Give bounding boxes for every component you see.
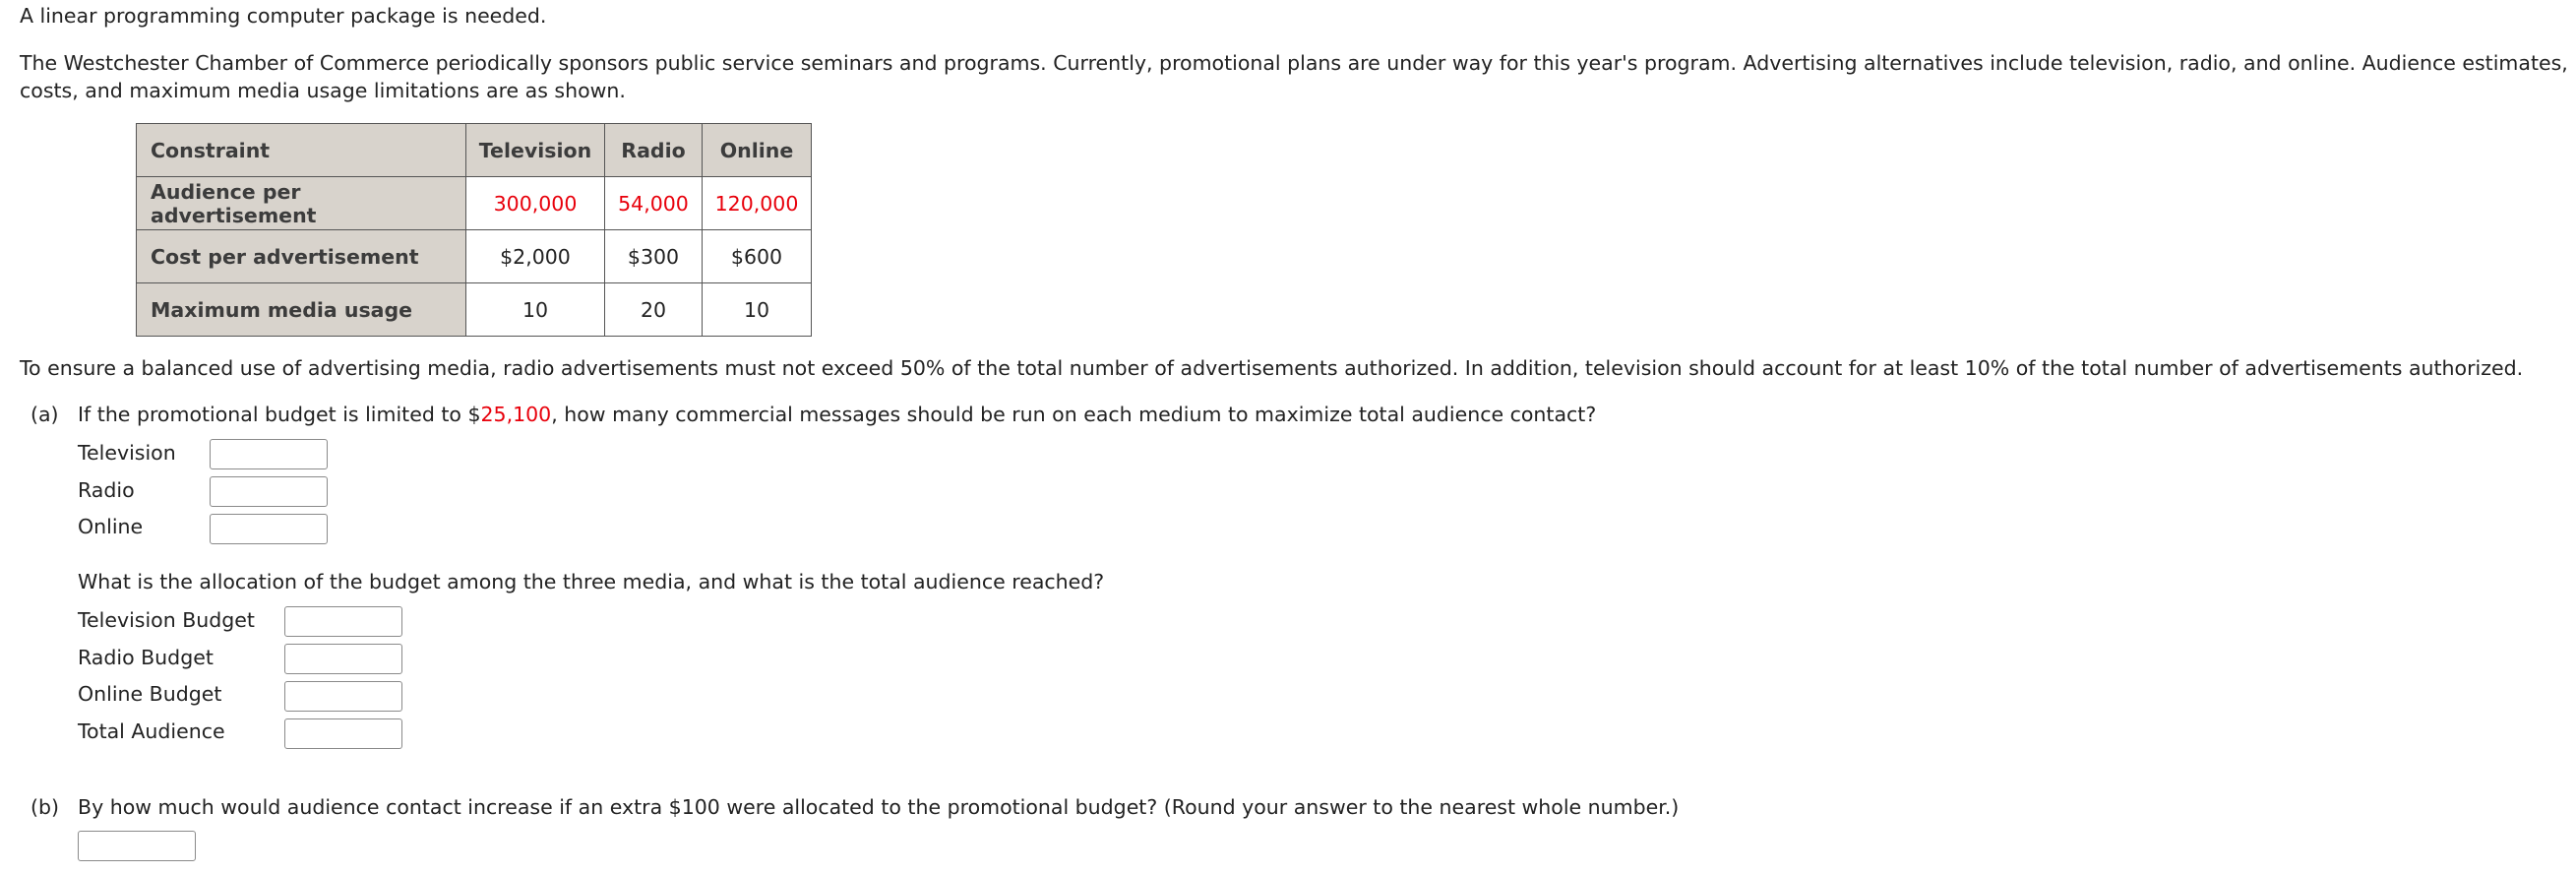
table-header-constraint: Constraint [137,124,466,177]
max-online: 10 [703,283,812,337]
row-label-cost: Cost per advertisement [137,230,466,283]
table-header-row [137,124,812,177]
audience-television: 300,000 [466,177,605,230]
part-a-marker: (a) [31,403,59,426]
radio-budget-input[interactable] [284,644,402,674]
max-television: 10 [466,283,605,337]
label-online: Online [78,515,144,538]
audience-radio: 54,000 [605,177,703,230]
label-television-budget: Television Budget [78,608,255,632]
row-label-audience: Audience per advertisement [137,177,466,230]
label-total-audience: Total Audience [78,719,225,743]
table-row [137,177,812,230]
label-online-budget: Online Budget [78,682,222,706]
television-budget-input[interactable] [284,606,402,637]
table-row [137,283,812,337]
part-a-question-post: , how many commercial messages should be run on each medium to maximize total audience contact? [551,403,1597,426]
part-a-question [78,403,1596,426]
intro-text: A linear programming computer package is needed. [20,4,547,28]
budget-value: 25,100 [480,403,552,426]
table-header-radio: Radio [605,124,703,177]
part-b-question: By how much would audience contact increase if an extra $100 were allocated to the promotional budget? (Round your answer to the nearest whole number.) [78,795,1680,819]
row-label-max-usage: Maximum media usage [137,283,466,337]
label-radio-budget: Radio Budget [78,646,214,669]
balance-constraint-text: To ensure a balanced use of advertising media, radio advertisements must not exceed 50% of the total number of advertisements authorized. In addition, television should account for at least 10% of the total number of advertisements authorized. [20,356,2524,380]
part-a-question-pre: If the promotional budget is limited to $ [78,403,481,426]
table-row [137,230,812,283]
media-table [136,123,812,337]
table-header-television: Television [466,124,605,177]
label-radio: Radio [78,478,135,502]
cost-television: $2,000 [466,230,605,283]
part-b-marker: (b) [31,795,60,819]
audience-increase-input[interactable] [78,831,196,861]
radio-count-input[interactable] [210,476,328,507]
television-count-input[interactable] [210,439,328,469]
audience-online: 120,000 [703,177,812,230]
online-budget-input[interactable] [284,681,402,712]
allocation-question: What is the allocation of the budget among the three media, and what is the total audience reached? [78,570,1105,593]
label-television: Television [78,441,176,465]
cost-online: $600 [703,230,812,283]
max-radio: 20 [605,283,703,337]
cost-radio: $300 [605,230,703,283]
problem-description: The Westchester Chamber of Commerce periodically sponsors public service seminars and programs. Currently, promotional plans are under way for this year's program. Advertising alternatives include television, radio, and online. Audience estimates, costs, and maximum media usage limitations are as shown. [20,51,2568,102]
online-count-input[interactable] [210,514,328,544]
total-audience-input[interactable] [284,718,402,749]
table-header-online: Online [703,124,812,177]
